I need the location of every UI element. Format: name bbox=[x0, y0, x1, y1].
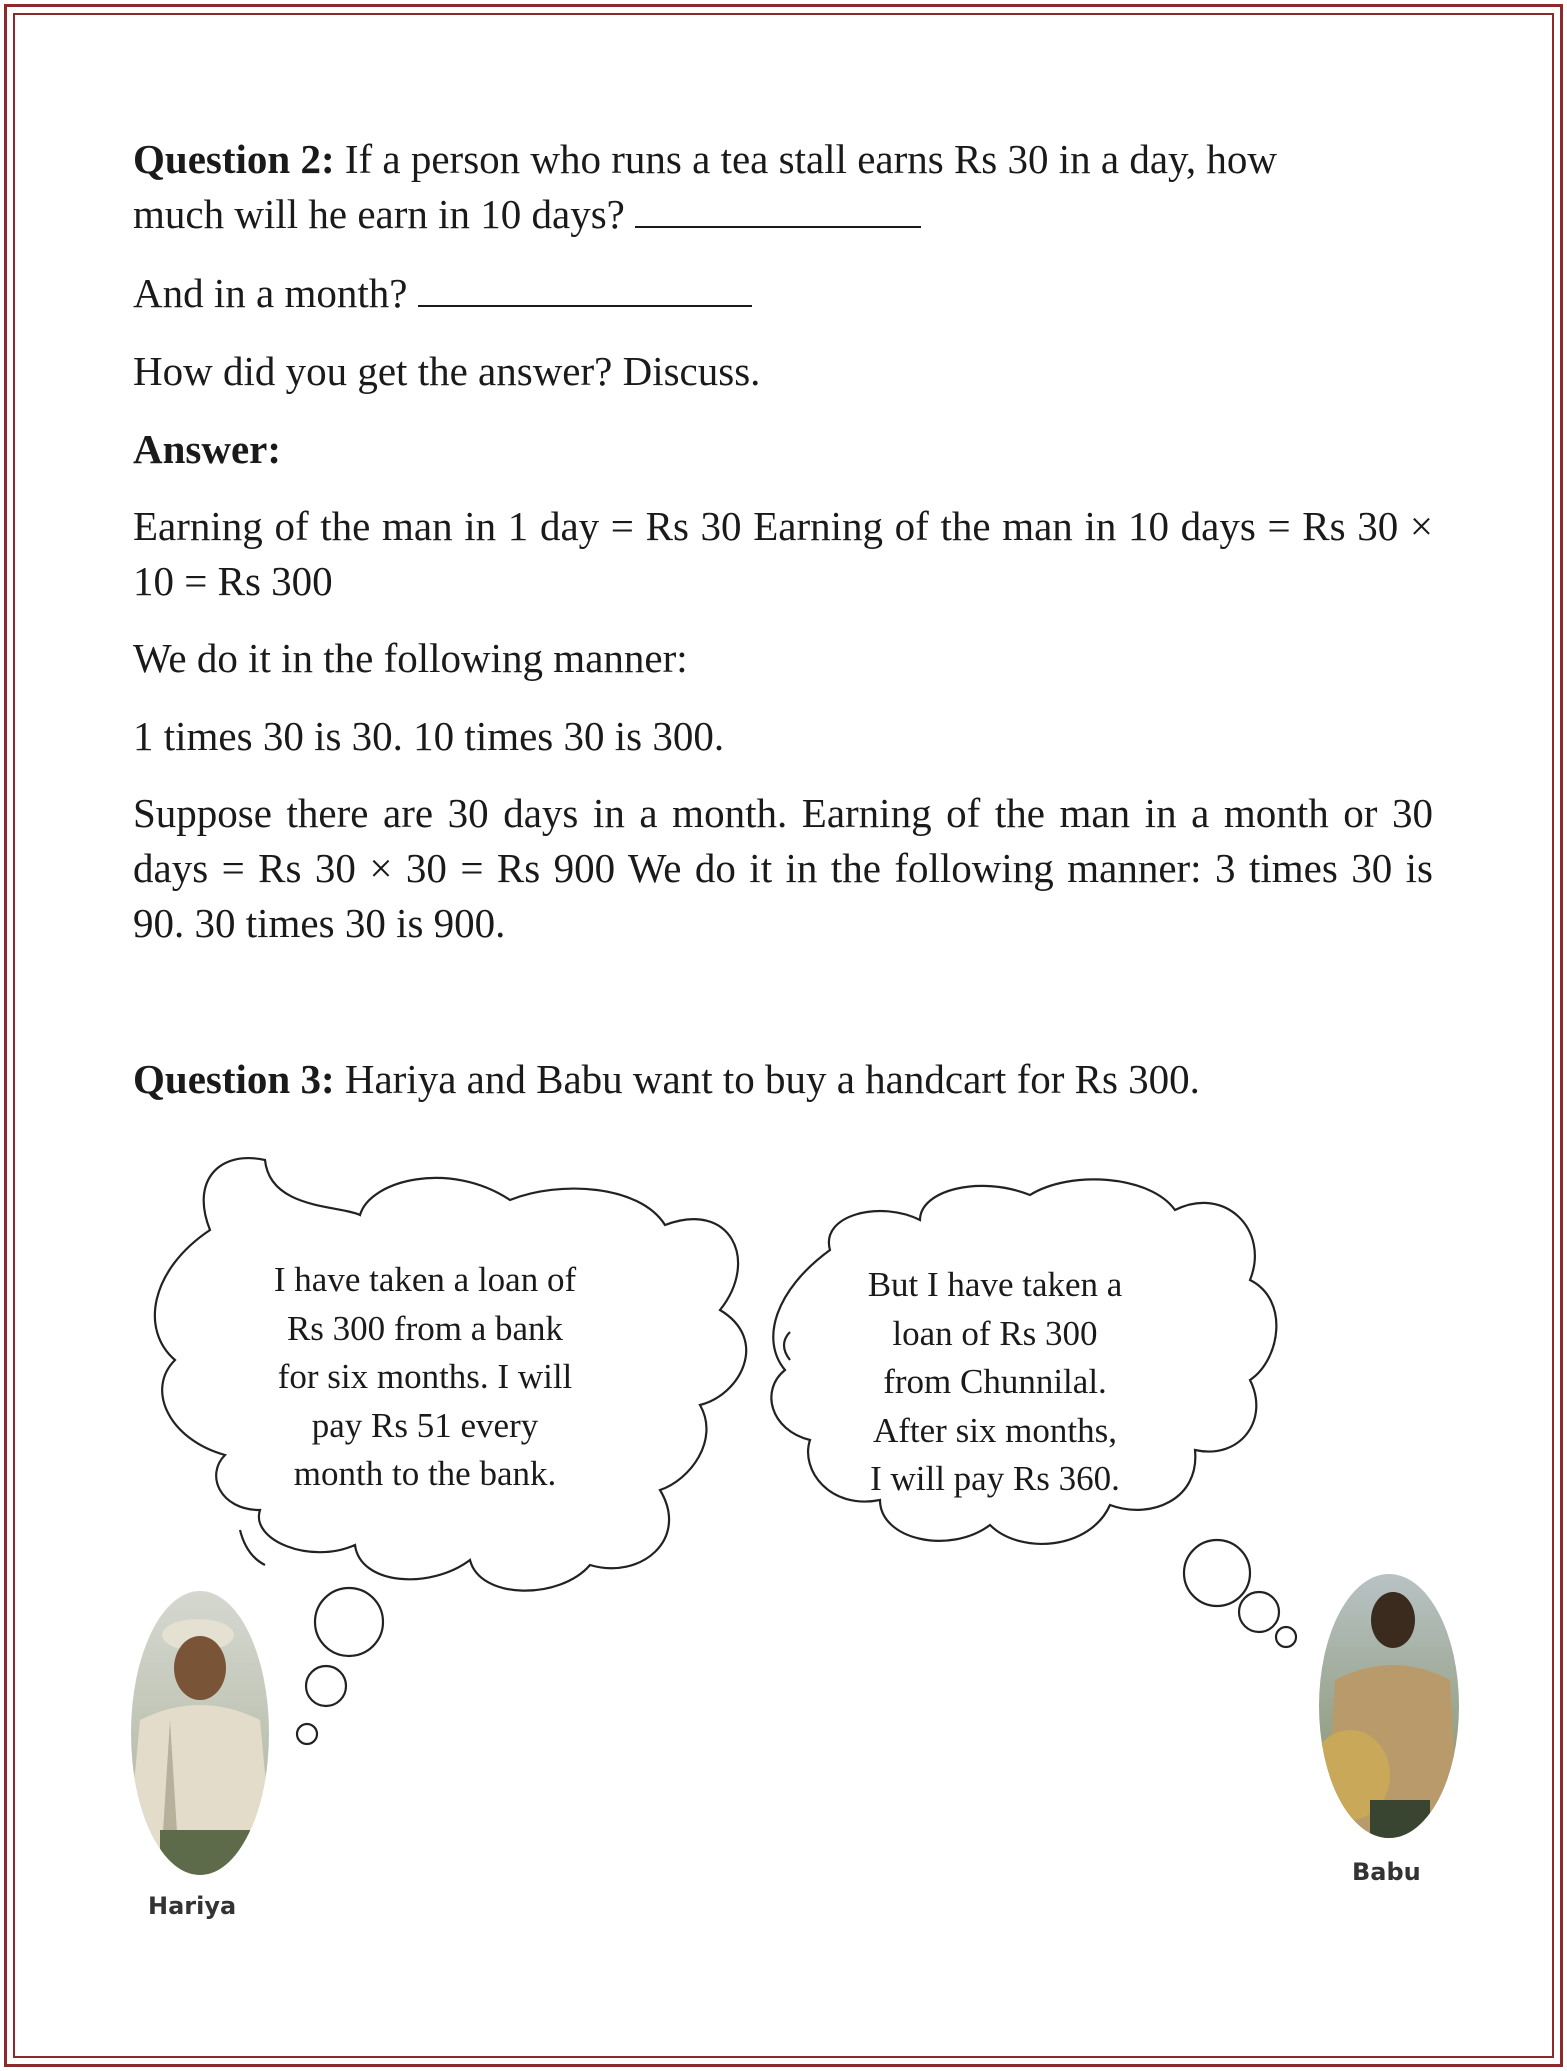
babu-bubble-text bbox=[795, 1261, 1195, 1504]
answer-label: Answer: bbox=[133, 426, 282, 472]
hariya-line-2: Rs 300 from a bank bbox=[286, 1308, 564, 1348]
answer-paragraph-2: We do it in the following manner: bbox=[133, 635, 688, 681]
hariya-thought-dots bbox=[297, 1588, 383, 1744]
answer-paragraph-1: Earning of the man in 1 day = Rs 30 Earning of the man in 10 days = Rs 30 × 10 = Rs 300 bbox=[133, 503, 1433, 604]
thought-dot-large bbox=[315, 1588, 383, 1656]
question-3-label: Question 3: bbox=[133, 1056, 335, 1102]
babu-line-5: I will pay Rs 360. bbox=[870, 1459, 1120, 1498]
question-2-discuss: How did you get the answer? Discuss. bbox=[133, 348, 761, 394]
babu-line-4: After six months, bbox=[872, 1410, 1117, 1450]
answer-paragraph-4: Suppose there are 30 days in a month. Earning of the man in a month or 30 days = Rs 30 × 30 = Rs 900 We do it in the following manner: 3 times 30 is 90. 30 times 30 is 900. bbox=[133, 790, 1433, 946]
question-2-text-line1: If a person who runs a tea stall earns Rs 30 in a day, how bbox=[334, 136, 1277, 182]
hariya-caption: Hariya bbox=[148, 1892, 237, 1920]
hariya-line-4: pay Rs 51 every bbox=[311, 1405, 539, 1445]
thought-dot-medium bbox=[1239, 1592, 1279, 1632]
hariya-line-3: for six months. I will bbox=[277, 1357, 573, 1396]
hariya-portrait bbox=[120, 1580, 290, 1880]
babu-thought-dots bbox=[1184, 1540, 1296, 1647]
thought-dot-small bbox=[1276, 1627, 1296, 1647]
answer-paragraph-3: 1 times 30 is 30. 10 times 30 is 300. bbox=[133, 713, 725, 759]
hariya-line-1: I have taken a loan of bbox=[273, 1260, 577, 1299]
babu-line-3: from Chunnilal. bbox=[883, 1362, 1107, 1401]
hariya-line-5: month to the bank. bbox=[293, 1454, 557, 1493]
question-2-label: Question 2: bbox=[133, 136, 335, 182]
babu-line-2: loan of Rs 300 bbox=[892, 1313, 1098, 1353]
babu-caption: Babu bbox=[1352, 1858, 1421, 1886]
question-3-text: Hariya and Babu want to buy a handcart for Rs 300. bbox=[334, 1056, 1200, 1102]
thought-dot-medium bbox=[306, 1666, 346, 1706]
thought-dot-small bbox=[297, 1724, 317, 1744]
babu-line-1: But I have taken a bbox=[867, 1265, 1123, 1304]
followup-text: And in a month? bbox=[133, 270, 408, 316]
babu-portrait bbox=[1310, 1570, 1470, 1850]
thought-dot-large bbox=[1184, 1540, 1250, 1606]
question-2-text-line2: much will he earn in 10 days? bbox=[133, 191, 625, 237]
hariya-bubble-text bbox=[225, 1256, 625, 1499]
